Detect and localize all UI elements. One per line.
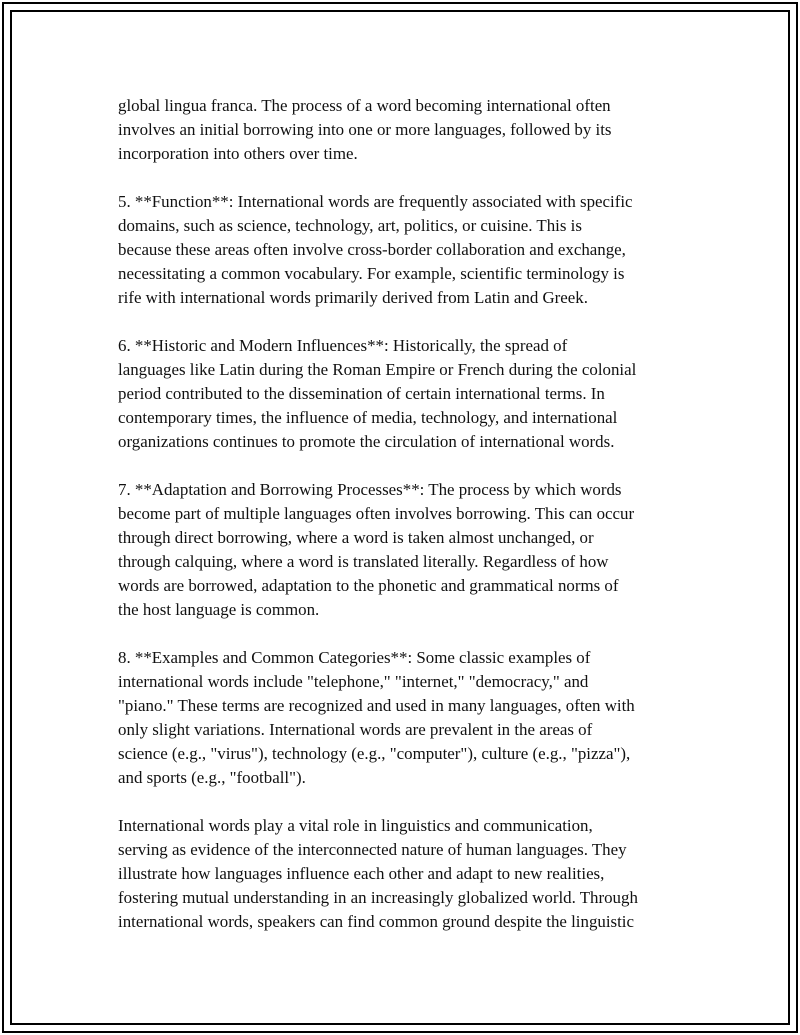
document-body xyxy=(118,94,693,934)
paragraph-continuation: global lingua franca. The process of a word becoming international often involves an initial borrowing into one or more languages, followed by its incorporation into others over time. xyxy=(118,96,612,163)
paragraph-conclusion: International words play a vital role in linguistics and communication, serving as evidence of the interconnected nature of human languages. They illustrate how languages influence each other and adapt to new realities, fostering mutual understanding in an increasingly globalized world. Through international words, speakers can find common ground despite the linguistic xyxy=(118,816,638,931)
paragraph-historic-modern-influences: 6. **Historic and Modern Influences**: Historically, the spread of languages like Latin during the Roman Empire or French during the colonial period contributed to the dissemination of certain international terms. In contemporary times, the influence of media, technology, and international organizations continues to promote the circulation of international words. xyxy=(118,336,637,451)
paragraph-examples-categories: 8. **Examples and Common Categories**: Some classic examples of international words include "telephone," "internet," "democracy," and "piano." These terms are recognized and used in many languages, often with only slight variations. International words are prevalent in the areas of science (e.g., "virus"), technology (e.g., "computer"), culture (e.g., "pizza"), and sports (e.g., "football"). xyxy=(118,648,635,787)
paragraph-function: 5. **Function**: International words are frequently associated with specific domains, such as science, technology, art, politics, or cuisine. This is because these areas often involve cross-border collaboration and exchange, necessitating a common vocabulary. For example, scientific terminology is rife with international words primarily derived from Latin and Greek. xyxy=(118,192,633,307)
paragraph-adaptation-borrowing: 7. **Adaptation and Borrowing Processes**: The process by which words become part of multiple languages often involves borrowing. This can occur through direct borrowing, where a word is taken almost unchanged, or through calquing, where a word is translated literally. Regardless of how words are borrowed, adaptation to the phonetic and grammatical norms of the host language is common. xyxy=(118,480,635,619)
